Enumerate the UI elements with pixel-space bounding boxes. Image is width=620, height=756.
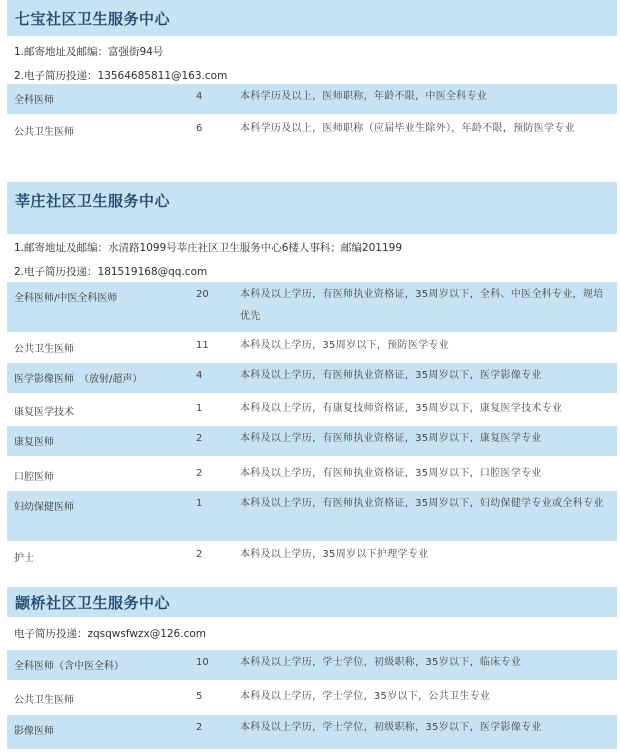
headcount: 4 bbox=[196, 91, 203, 102]
requirements: 本科及以上学历，35周岁以下护理学专业 bbox=[240, 549, 429, 560]
position-name: 公共卫生医师 bbox=[14, 344, 74, 355]
position-name: 全科医师 bbox=[14, 95, 54, 106]
headcount: 1 bbox=[196, 403, 203, 414]
position-name: 全科医师/中医全科医师 bbox=[14, 293, 118, 304]
requirements: 本科及以上学历，学士学位，初级职称，35岁以下，医学影像专业 bbox=[240, 722, 542, 733]
requirements: 本科及以上学历，有医师执业资格证，35周岁以下，口腔医学专业 bbox=[240, 468, 542, 479]
table-row bbox=[7, 461, 617, 489]
position-name: 康复医师 bbox=[14, 437, 54, 448]
headcount: 1 bbox=[196, 498, 203, 509]
headcount: 4 bbox=[196, 370, 203, 381]
section-title: 莘庄社区卫生服务中心 bbox=[15, 192, 171, 210]
table-row bbox=[7, 650, 617, 680]
resume-email: 2.电子简历投递：13564685811@163.com bbox=[14, 70, 228, 82]
table-row bbox=[7, 426, 617, 456]
requirements: 本科及以上学历，有医师执业资格证，35周岁以下，医学影像专业 bbox=[240, 370, 542, 381]
position-name: 康复医学技术 bbox=[14, 407, 74, 418]
position-name: 口腔医师 bbox=[14, 472, 54, 483]
table-row bbox=[7, 542, 617, 570]
position-name: 医学影像医师 （放射/超声） bbox=[14, 374, 143, 385]
requirements: 本科及以上学历，有医师执业资格证，35周岁以下，妇幼保健学专业或全科专业 bbox=[240, 498, 604, 509]
table-row bbox=[7, 715, 617, 749]
section-title: 七宝社区卫生服务中心 bbox=[15, 10, 171, 28]
section-header-xinzhuang bbox=[7, 182, 617, 234]
headcount: 11 bbox=[196, 340, 209, 351]
resume-email: 2.电子简历投递：181519168@qq.com bbox=[14, 266, 208, 278]
requirements: 本科及以上学历，有康复技师资格证，35周岁以下，康复医学技术专业 bbox=[240, 403, 563, 414]
table-row bbox=[7, 282, 617, 332]
table-row bbox=[7, 491, 617, 541]
position-name: 公共卫生医师 bbox=[14, 127, 74, 138]
table-row bbox=[7, 116, 617, 166]
table-row bbox=[7, 333, 617, 361]
position-name: 全科医师（含中医全科） bbox=[14, 661, 124, 672]
headcount: 2 bbox=[196, 468, 203, 479]
mailing-address: 1.邮寄地址及邮编：水清路1099号莘庄社区卫生服务中心6楼人事科；邮编201199 bbox=[14, 242, 403, 254]
requirements: 本科学历及以上，医师职称，年龄不限，中医全科专业 bbox=[240, 91, 488, 102]
position-name: 影像医师 bbox=[14, 726, 54, 737]
table-row bbox=[7, 363, 617, 393]
headcount: 6 bbox=[196, 123, 203, 134]
section-header-qibao bbox=[7, 0, 617, 36]
position-name: 公共卫生医师 bbox=[14, 695, 74, 706]
requirements: 本科及以上学历，有医师执业资格证，35周岁以下，全科、中医全科专业，规培优先 bbox=[240, 289, 604, 322]
headcount: 10 bbox=[196, 657, 209, 668]
requirements: 本科学历及以上，医师职称（应届毕业生除外），年龄不限，预防医学专业 bbox=[240, 123, 575, 134]
section-title: 颛桥社区卫生服务中心 bbox=[15, 594, 171, 612]
requirements: 本科及以上学历，学士学位，初级职称，35岁以下，临床专业 bbox=[240, 657, 522, 668]
headcount: 5 bbox=[196, 691, 203, 702]
headcount: 20 bbox=[196, 289, 209, 300]
position-name: 妇幼保健医师 bbox=[14, 502, 74, 513]
table-row bbox=[7, 684, 617, 712]
resume-email: 电子简历投递：zqsqwsfwzx@126.com bbox=[14, 628, 206, 640]
requirements: 本科及以上学历，35周岁以下，预防医学专业 bbox=[240, 340, 450, 351]
position-name: 护士 bbox=[14, 553, 34, 564]
table-row bbox=[7, 396, 617, 424]
headcount: 2 bbox=[196, 722, 203, 733]
section-header-zhuanqiao bbox=[7, 587, 617, 617]
table-row bbox=[7, 84, 617, 114]
requirements: 本科及以上学历，有医师执业资格证，35周岁以下，康复医学专业 bbox=[240, 433, 542, 444]
mailing-address: 1.邮寄地址及邮编：富强街94号 bbox=[14, 46, 164, 58]
headcount: 2 bbox=[196, 549, 203, 560]
headcount: 2 bbox=[196, 433, 203, 444]
requirements: 本科及以上学历，学士学位，35岁以下，公共卫生专业 bbox=[240, 691, 491, 702]
